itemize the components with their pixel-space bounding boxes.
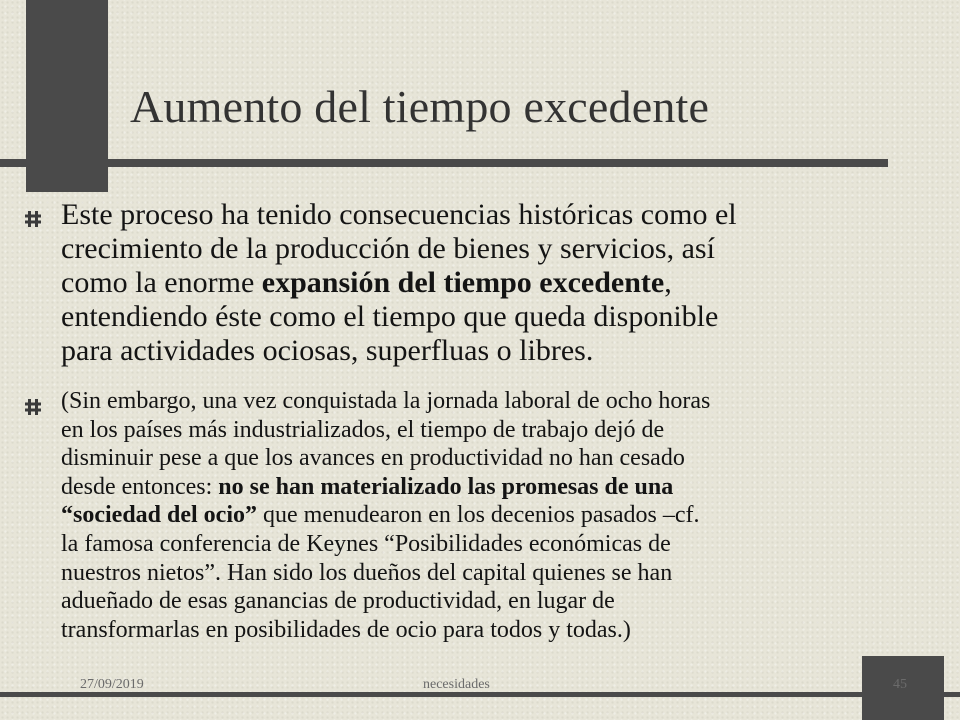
text-run: como la enorme xyxy=(61,266,262,299)
paragraph-line xyxy=(61,473,931,502)
emphasis-text: “sociedad del ocio” xyxy=(61,502,257,529)
title-underline-bar xyxy=(0,159,888,167)
paragraph-line xyxy=(61,501,931,530)
paragraph-line: crecimiento de la producción de bienes y servicios, así xyxy=(61,232,715,265)
paragraph-line: nuestros nietos”. Han sido los dueños del capital quienes se han xyxy=(61,559,673,586)
text-run: que menudearon en los decenios pasados –cf. xyxy=(257,502,700,529)
paragraph-line: la famosa conferencia de Keynes “Posibilidades económicas de xyxy=(61,530,671,557)
footer-title: necesidades xyxy=(423,677,490,692)
bullet-paragraph-1 xyxy=(61,198,911,368)
emphasis-text: expansión del tiempo excedente xyxy=(261,266,665,299)
footer-date: 27/09/2019 xyxy=(80,677,144,692)
paragraph-line: para actividades ociosas, superfluas o libres. xyxy=(61,334,594,367)
emphasis-text: no se han materializado las promesas de una xyxy=(218,473,674,500)
text-run: , xyxy=(664,266,672,299)
paragraph-line xyxy=(61,266,911,300)
paragraph-line: transformarlas en posibilidades de ocio para todos y todas.) xyxy=(61,616,631,643)
paragraph-line: entendiendo éste como el tiempo que queda disponible xyxy=(61,300,719,333)
hash-bullet-icon xyxy=(24,210,42,228)
paragraph-line: Este proceso ha tenido consecuencias históricas como el xyxy=(61,198,737,231)
paragraph-line: (Sin embargo, una vez conquistada la jornada laboral de ocho horas xyxy=(61,388,711,414)
slide-title: Aumento del tiempo excedente xyxy=(130,81,710,132)
paragraph-line: disminuir pese a que los avances en productividad no han cesado xyxy=(61,445,685,472)
paragraph-line: adueñado de esas ganancias de productividad, en lugar de xyxy=(61,588,615,615)
page-number: 45 xyxy=(893,677,907,692)
text-run: desde entonces: xyxy=(61,473,219,500)
paragraph-line: en los países más industrializados, el tiempo de trabajo dejó de xyxy=(61,416,665,443)
hash-bullet-icon xyxy=(24,398,42,416)
bullet-paragraph-2 xyxy=(61,387,931,644)
